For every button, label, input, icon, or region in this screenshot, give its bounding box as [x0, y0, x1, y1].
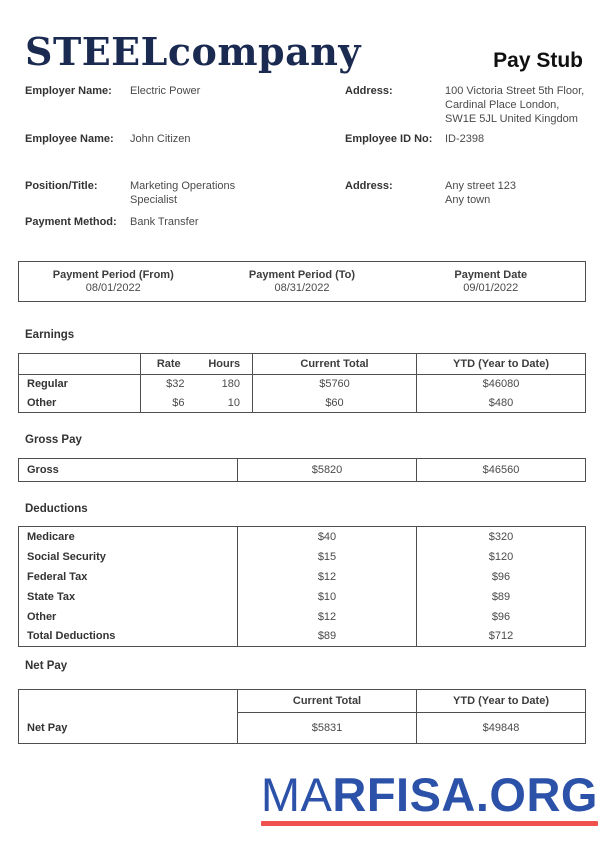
deduction-current-value: $12 — [238, 607, 417, 627]
info-row-employee — [25, 132, 585, 146]
current-total-column-header: Current Total — [253, 354, 417, 375]
info-row-position — [25, 179, 585, 207]
earnings-hours-value: 180 — [197, 375, 253, 394]
earnings-ytd-value: $480 — [488, 396, 514, 409]
earnings-section-title: Earnings — [25, 329, 75, 341]
net-ytd-value: $49848 — [482, 722, 520, 734]
net-current-value: $5831 — [238, 713, 417, 744]
deduction-label: State Tax — [19, 587, 238, 607]
earnings-rate-value: $32 — [166, 378, 185, 391]
deduction-label: Medicare — [19, 527, 238, 547]
deduction-ytd-value: $712 — [488, 630, 514, 643]
employee-address-label: Address: — [345, 180, 393, 192]
hours-column-header: Hours — [197, 354, 253, 375]
earnings-header-row — [19, 354, 586, 375]
earnings-current-value: $60 — [253, 394, 417, 413]
deduction-row-medicare — [19, 527, 586, 547]
deduction-ytd-value: $120 — [488, 550, 514, 563]
payment-method-label: Payment Method: — [25, 216, 117, 228]
earnings-empty-header — [19, 354, 141, 375]
deduction-current-value: $12 — [238, 567, 417, 587]
document-content — [0, 30, 606, 744]
gross-row-label: Gross — [19, 459, 238, 482]
payment-period-from-header: Payment Period (From) — [52, 269, 174, 282]
rate-column-header: Rate — [141, 354, 197, 375]
ytd-column-header: YTD (Year to Date) — [417, 354, 586, 375]
payment-period-value-row — [19, 282, 586, 302]
position-title-label: Position/Title: — [25, 180, 98, 192]
payment-period-from-value: 08/01/2022 — [85, 282, 141, 295]
deduction-current-value: $89 — [238, 627, 417, 647]
payment-period-to-header: Payment Period (To) — [248, 269, 356, 282]
marfisa-logo-text — [261, 770, 598, 820]
deduction-current-value: $10 — [238, 587, 417, 607]
deduction-ytd-value: $89 — [491, 590, 511, 603]
employer-address-line-2: Cardinal Place London, — [445, 99, 560, 111]
net-pay-header-row — [19, 690, 586, 713]
payment-method-value: Bank Transfer — [130, 216, 199, 228]
employee-name-label: Employee Name: — [25, 133, 114, 145]
payment-period-table — [18, 261, 586, 302]
deduction-row-state-tax — [19, 587, 586, 607]
net-pay-table — [18, 689, 586, 744]
marfisa-logo-underline — [261, 821, 598, 826]
deduction-ytd-value: $320 — [488, 530, 514, 543]
info-row-employer — [25, 84, 585, 126]
gross-pay-section-title: Gross Pay — [25, 434, 82, 446]
marfisa-logo — [261, 770, 598, 826]
employee-address-line-1: Any street 123 — [445, 180, 516, 192]
position-title-line-1: Marketing Operations — [130, 180, 236, 192]
employee-id-label: Employee ID No: — [345, 133, 433, 145]
deduction-ytd-value: $96 — [491, 570, 511, 583]
employer-name-label: Employer Name: — [25, 85, 112, 97]
marfisa-logo-light-part: MA — [260, 768, 333, 821]
document-header — [18, 30, 585, 74]
deduction-current-value: $40 — [238, 527, 417, 547]
net-pay-section-title: Net Pay — [25, 660, 68, 672]
spacer — [345, 215, 445, 229]
earnings-table — [18, 353, 586, 413]
payment-period-header-row — [19, 262, 586, 282]
earnings-row-other — [19, 394, 586, 413]
net-ytd-header: YTD (Year to Date) — [417, 690, 586, 713]
gross-pay-row — [19, 459, 586, 482]
marfisa-logo-bold-part: RFISA.ORG — [332, 768, 598, 821]
deduction-row-other — [19, 607, 586, 627]
employer-name-value: Electric Power — [130, 85, 201, 97]
net-pay-row-label: Net Pay — [19, 690, 238, 744]
spacer — [445, 215, 585, 229]
earnings-ytd-value: $46080 — [482, 378, 520, 391]
page-title: Pay Stub — [493, 49, 583, 72]
gross-ytd-value: $46560 — [482, 464, 520, 476]
employer-address-line-1: 100 Victoria Street 5th Floor, — [445, 85, 585, 97]
earnings-current-value: $5760 — [253, 375, 417, 394]
deduction-label: Other — [19, 607, 238, 627]
earnings-row-label: Other — [19, 394, 141, 413]
employee-id-value: ID-2398 — [445, 133, 485, 145]
earnings-hours-value: 10 — [197, 394, 253, 413]
employee-address-line-2: Any town — [445, 194, 491, 206]
deduction-row-social-security — [19, 547, 586, 567]
employee-address-value — [445, 179, 585, 207]
employer-address-label: Address: — [345, 85, 393, 97]
deductions-table — [18, 526, 586, 647]
employer-address-value — [445, 84, 585, 126]
deduction-label: Federal Tax — [19, 567, 238, 587]
earnings-row-regular — [19, 375, 586, 394]
position-title-value — [130, 179, 345, 207]
position-title-line-2: Specialist — [130, 194, 178, 206]
deductions-section-title: Deductions — [25, 503, 88, 515]
payment-period-to-value: 08/31/2022 — [274, 282, 330, 295]
earnings-rate-value: $6 — [172, 396, 185, 409]
net-current-total-header: Current Total — [238, 690, 417, 713]
footer — [0, 770, 606, 826]
deduction-row-federal-tax — [19, 567, 586, 587]
payment-date-value: 09/01/2022 — [463, 282, 519, 295]
deduction-label: Total Deductions — [19, 627, 238, 647]
deduction-label: Social Security — [19, 547, 238, 567]
payment-date-header: Payment Date — [454, 269, 528, 282]
deduction-row-total — [19, 627, 586, 647]
deduction-current-value: $15 — [238, 547, 417, 567]
gross-pay-table — [18, 458, 586, 482]
company-logo: STEELcompany — [25, 29, 361, 74]
info-row-payment-method — [25, 215, 585, 229]
employee-name-value: John Citizen — [130, 133, 191, 145]
gross-current-value: $5820 — [238, 459, 417, 482]
employee-info-section — [18, 84, 585, 229]
deduction-ytd-value: $96 — [491, 610, 511, 623]
earnings-row-label: Regular — [19, 375, 141, 394]
employer-address-line-3: SW1E 5JL United Kingdom — [445, 113, 578, 125]
